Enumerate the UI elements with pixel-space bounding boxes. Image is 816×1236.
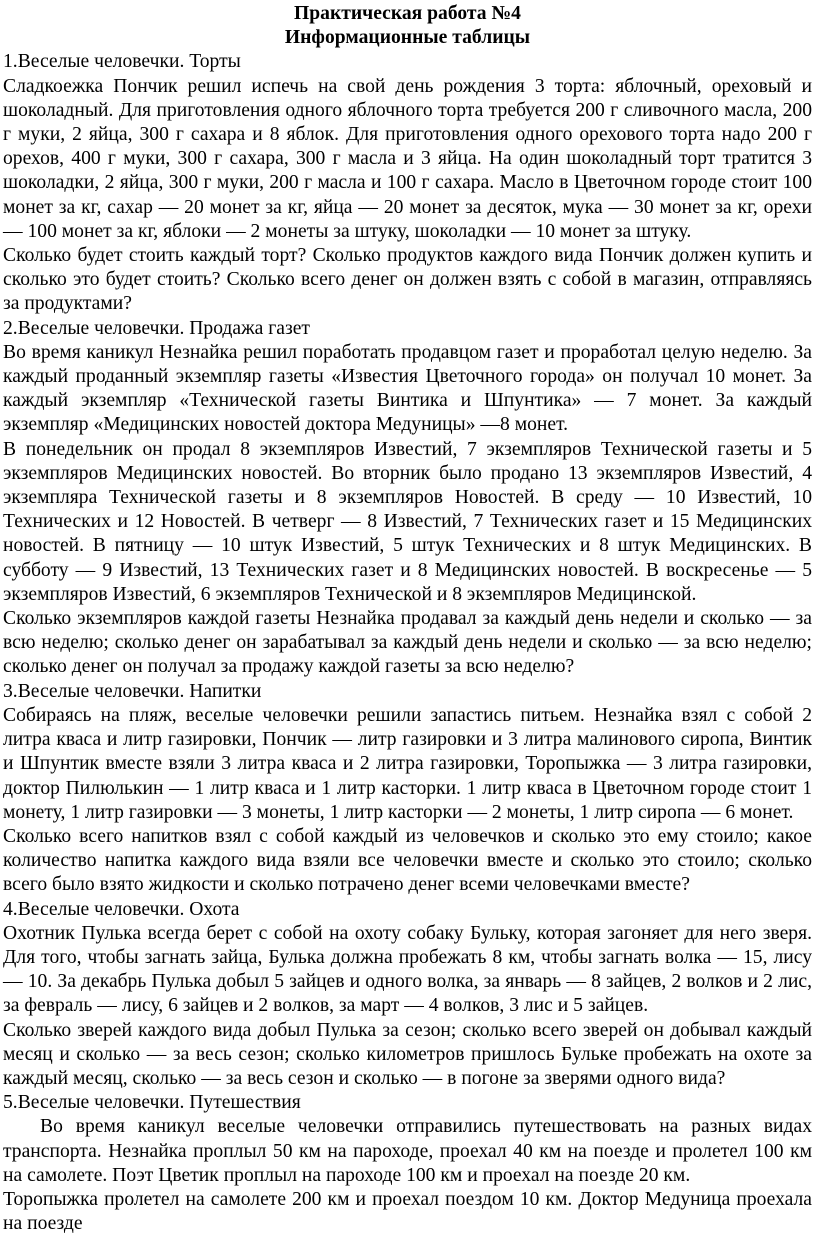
section-5-paragraph: Торопыжка пролетел на самолете 200 км и проехал поездом 10 км. Доктор Медуница проехала на поезде [3,1188,812,1235]
section-2-questions: Сколько экземпляров каждой газеты Незнайка продавал за каждый день недели и сколько — за всю неделю; сколько денег он зарабатывал за каждый день недели и сколько — за всю неделю; сколько денег он получал за продажу каждой газеты за всю неделю? [3,608,812,678]
section-3-heading: 3.Веселые человечки. Напитки [3,680,262,702]
section-1-paragraph: Сладкоежка Пончик решил испечь на свой день рождения 3 торта: яблочный, ореховый и шоколадный. Для приготовления одного яблочного торта требуется 200 г сливочного масла, 200 г муки, 2 яйца, 300 г сахара и 8 яблок. Для приготовления одного орехового торта надо 200 г орехов, 400 г муки, 300 г сахара, 300 г масла и 3 яйца. На один шоколадный торт тратится 3 шоколадки, 2 яйца, 300 г муки, 200 г масла и 100 г сахара. Масло в Цветочном городе стоит 100 монет за кг, сахар — 20 монет за кг, яйца — 20 монет за десяток, мука — 30 монет за кг, орехи — 100 монет за кг, яблоки — 2 монеты за штуку, шоколадки — 10 монет за штуку. [3,75,812,242]
document-subtitle: Информационные таблицы [284,27,531,49]
section-1-questions: Сколько будет стоить каждый торт? Сколько продуктов каждого вида Пончик должен купить и сколько это будет стоить? Сколько всего денег он должен взять с собой в магазин, отправляясь за продуктами? [3,245,812,315]
section-1-heading: 1.Веселые человечки. Торты [3,51,241,73]
document-title: Практическая работа №4 [294,3,521,24]
section-5-heading: 5.Веселые человечки. Путешествия [3,1092,301,1114]
section-3-questions: Сколько всего напитков взял с собой каждый из человечков и сколько это ему стоило; какое количество напитка каждого вида взяли все человечки вместе и сколько это стоило; сколько всего было взято жидкости и сколько потрачено денег всеми человечками вместе? [3,825,812,896]
section-2-paragraph: В понедельник он продал 8 экземпляров Известий, 7 экземпляров Технической газеты и 5 экземпляров Медицинских новостей. Во вторник было продано 13 экземпляров Известий, 4 экземпляра Технической газеты и 8 экземпляров Новостей. В среду — 10 Известий, 10 Технических и 12 Новостей. В четверг — 8 Известий, 7 Технических газет и 15 Медицинских новостей. В пятницу — 10 штук Известий, 5 штук Технических и 8 штук Медицинских. В субботу — 9 Известий, 13 Технических газет и 8 Медицинских новостей. В воскресенье — 5 экземпляров Известий, 6 экземпляров Технической и 8 экземпляров Медицинской. [3,438,812,605]
section-4-paragraph: Охотник Пулька всегда берет с собой на охоту собаку Бульку, которая загоняет для него зверя. Для того, чтобы загнать зайца, Булька должна пробежать 8 км, чтобы загнать волка — 15, лису — 10. За декабрь Пулька добыл 5 зайцев и одного волка, за январь — 8 зайцев, 2 волков и 2 лис, за февраль — лису, 6 зайцев и 2 волков, за март — 4 волков, 3 лис и 5 зайцев. [3,922,812,1017]
section-4-heading: 4.Веселые человечки. Охота [3,898,240,920]
section-4-questions: Сколько зверей каждого вида добыл Пулька за сезон; сколько всего зверей он добывал каждый месяц и сколько — за весь сезон; сколько километров пришлось Бульке пробежать на охоте за каждый месяц, сколько — за весь сезон и сколько — в погоне за зверями одного вида? [3,1019,812,1089]
section-3-paragraph: Собираясь на пляж, веселые человечки решили запастись питьем. Незнайка взял с собой 2 литра кваса и литр газировки, Пончик — литр газировки и 3 литра малинового сиропа, Винтик и Шпунтик вместе взяли 3 литра кваса и 2 литра газировки, Торопыжка — 3 литра газировки, доктор Пилюлькин — 1 литр кваса и 1 литр касторки. 1 литр кваса в Цветочном городе стоит 1 монету, 1 литр газировки — 3 монеты, 1 литр касторки — 2 монеты, 1 литр сиропа — 6 монет. [3,704,812,823]
section-2-paragraph: Во время каникул Незнайка решил поработать продавцом газет и проработал целую неделю. За каждый проданный экземпляр газеты «Известия Цветочного города» он получал 10 монет. За каждый экземпляр «Технической газеты Винтика и Шпунтика» — 7 монет. За каждый экземпляр «Медицинских новостей доктора Медуницы» —8 монет. [3,341,812,436]
section-5-paragraph: Во время каникул веселые человечки отправились путешествовать на разных видах транспорта. Незнайка проплыл 50 км на пароходе, проехал 40 км на поезде и пролетел 100 км на самолете. Поэт Цветик проплыл на пароходе 100 км и проехал на поезде 20 км. [3,1116,812,1186]
section-2-heading: 2.Веселые человечки. Продажа газет [3,317,310,339]
